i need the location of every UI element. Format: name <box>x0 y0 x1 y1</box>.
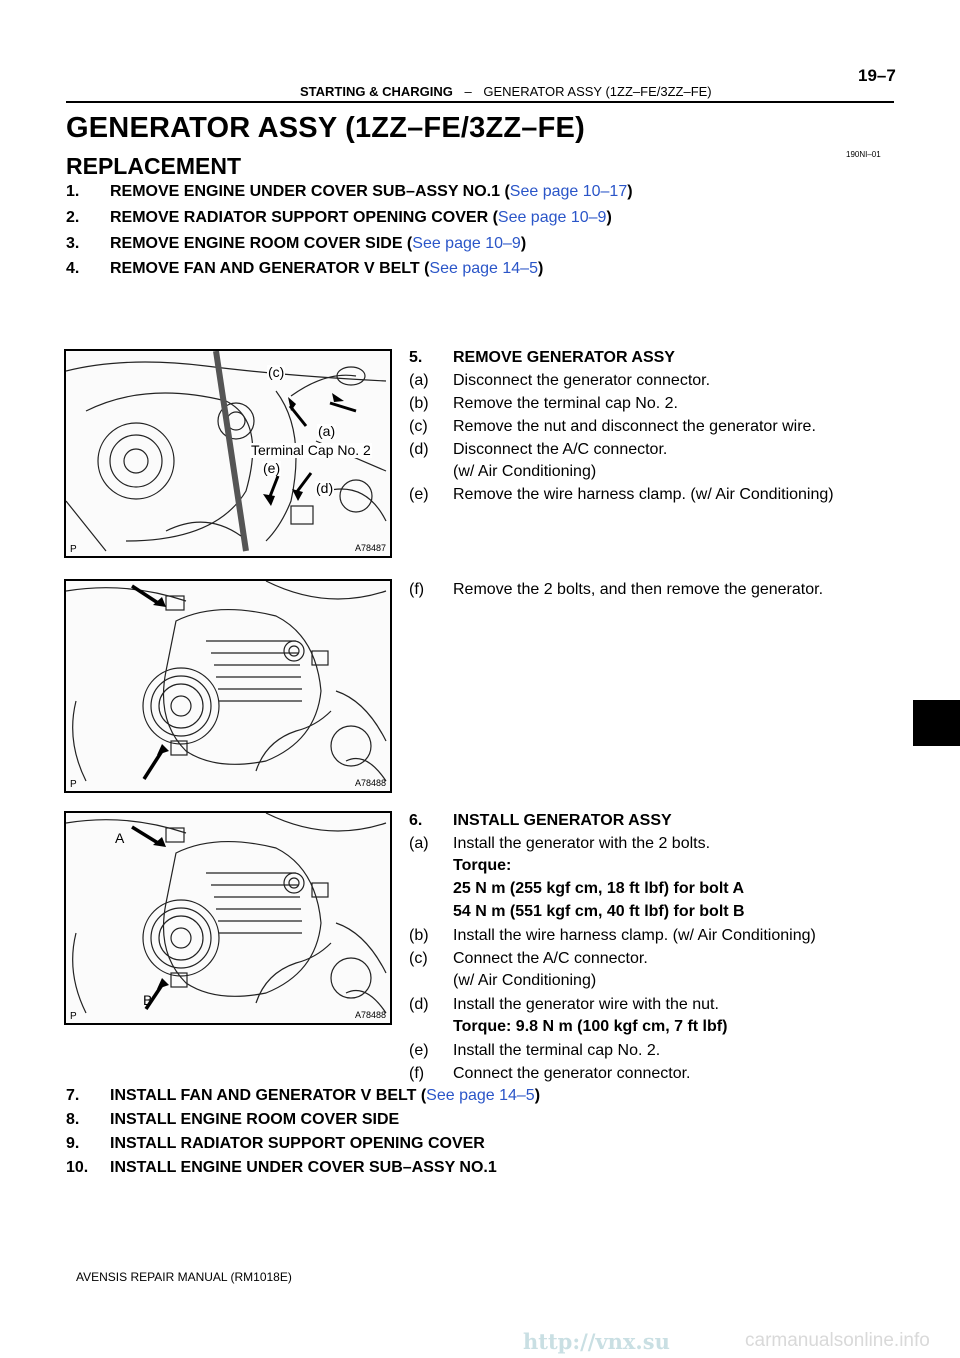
step-5b: (b) Remove the terminal cap No. 2. <box>409 395 678 412</box>
see-page-link[interactable]: See page 10–17 <box>509 183 628 200</box>
step-8: 8. INSTALL ENGINE ROOM COVER SIDE <box>66 1111 400 1128</box>
step-6c: (c) Connect the A/C connector. <box>409 950 648 967</box>
callout-a: (a) <box>318 423 336 439</box>
callout-bolt-b: B <box>143 992 153 1008</box>
callout-terminal-cap: Terminal Cap No. 2 <box>251 442 371 458</box>
callout-d: (d) <box>316 480 334 496</box>
torque-nut: Torque: 9.8 N m (100 kgf cm, 7 ft lbf) <box>453 1018 728 1035</box>
callout-c: (c) <box>268 364 285 380</box>
see-page-link[interactable]: See page 14–5 <box>429 260 538 277</box>
running-header <box>300 84 712 99</box>
figure-p-mark: P <box>70 544 77 555</box>
step-5-title: 5. REMOVE GENERATOR ASSY <box>409 349 675 366</box>
section-tab-marker <box>913 700 960 746</box>
step-5f: (f) Remove the 2 bolts, and then remove the generator. <box>409 581 824 598</box>
torque-label: Torque: <box>453 857 512 874</box>
header-rule <box>66 101 894 103</box>
step-5e: (e) Remove the wire harness clamp. (w/ Air Conditioning) <box>409 486 834 503</box>
step-5d: (d) Disconnect the A/C connector. <box>409 441 668 458</box>
step-5d-note: (w/ Air Conditioning) <box>453 463 597 480</box>
callout-e: (e) <box>263 460 281 476</box>
see-page-link[interactable]: See page 14–5 <box>426 1087 535 1104</box>
step-1: 1. REMOVE ENGINE UNDER COVER SUB–ASSY NO.1 (See page 10–17) <box>66 183 633 200</box>
step-5a: (a) Disconnect the generator connector. <box>409 372 711 389</box>
callout-bolt-a: A <box>115 830 125 846</box>
figure-p-mark: P <box>70 779 77 790</box>
step-6-title: 6. INSTALL GENERATOR ASSY <box>409 812 672 829</box>
see-page-link[interactable]: See page 10–9 <box>412 235 521 252</box>
figure-generator-install <box>64 811 392 1025</box>
step-4: 4. REMOVE FAN AND GENERATOR V BELT (See page 14–5) <box>66 260 544 277</box>
step-10: 10. INSTALL ENGINE UNDER COVER SUB–ASSY NO.1 <box>66 1159 497 1176</box>
step-9: 9. INSTALL RADIATOR SUPPORT OPENING COVER <box>66 1135 485 1152</box>
figure-code: A78488 <box>354 778 386 788</box>
figure-p-mark: P <box>70 1011 77 1022</box>
step-6a: (a) Install the generator with the 2 bolts. <box>409 835 711 852</box>
torque-bolt-a: 25 N m (255 kgf cm, 18 ft lbf) for bolt A <box>453 880 745 897</box>
step-2: 2. REMOVE RADIATOR SUPPORT OPENING COVER (See page 10–9) <box>66 209 612 226</box>
step-6b: (b) Install the wire harness clamp. (w/ Air Conditioning) <box>409 927 816 944</box>
see-page-link[interactable]: See page 10–9 <box>497 209 607 226</box>
header-separator: – <box>464 84 472 99</box>
watermark-link[interactable]: http://vnx.su <box>523 1329 670 1354</box>
step-6f: (f) Connect the generator connector. <box>409 1065 691 1082</box>
step-6e: (e) Install the terminal cap No. 2. <box>409 1042 661 1059</box>
watermark-site: carmanualsonline.info <box>745 1330 930 1351</box>
torque-bolt-b: 54 N m (551 kgf cm, 40 ft lbf) for bolt B <box>453 903 745 920</box>
figure-code: A78488 <box>354 1010 386 1020</box>
figure-code: A78487 <box>354 543 386 553</box>
header-section: STARTING & CHARGING <box>300 84 453 99</box>
section-subtitle: REPLACEMENT <box>66 153 242 179</box>
page-number: 19–7 <box>858 66 896 85</box>
step-5c: (c) Remove the nut and disconnect the generator wire. <box>409 418 816 435</box>
step-6d: (d) Install the generator wire with the nut. <box>409 996 719 1013</box>
step-3: 3. REMOVE ENGINE ROOM COVER SIDE (See page 10–9) <box>66 235 527 252</box>
footer-manual-title: AVENSIS REPAIR MANUAL (RM1018E) <box>76 1270 292 1284</box>
page-title: GENERATOR ASSY (1ZZ–FE/3ZZ–FE) <box>66 112 585 144</box>
document-id: 190NI–01 <box>846 150 881 159</box>
step-6c-note: (w/ Air Conditioning) <box>453 972 597 989</box>
generator-illustration-1 <box>66 581 390 791</box>
figure-generator-bolts <box>64 579 392 793</box>
step-7: 7. INSTALL FAN AND GENERATOR V BELT (See page 14–5) <box>66 1087 541 1104</box>
figure-connector-removal <box>64 349 392 558</box>
header-subsection: GENERATOR ASSY (1ZZ–FE/3ZZ–FE) <box>483 84 712 99</box>
